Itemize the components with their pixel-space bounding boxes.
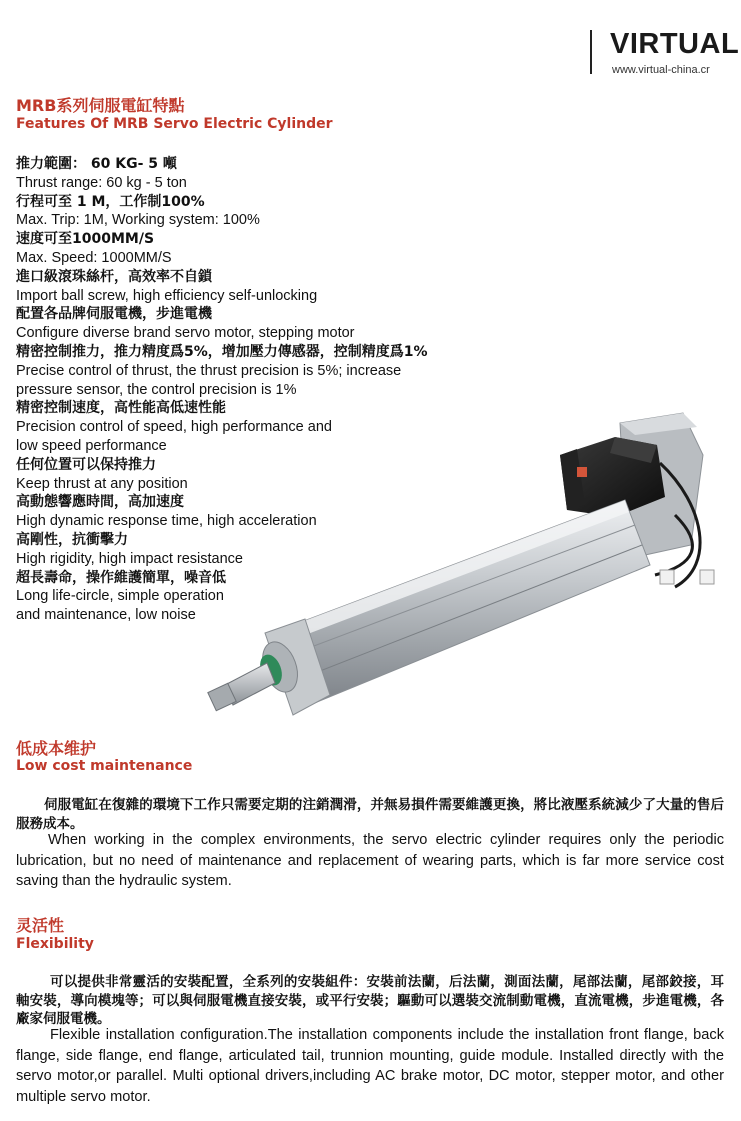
low-cost-paragraph-en: When working in the complex environments, the servo electric cylinder requires only the periodic lubrication, but no need of maintenance and replacement of wearing parts, which is far more service cost saving than the hydraulic system. [16,832,724,890]
feature-line-en: Precise control of thrust, the thrust precision is 5%; increase [16,362,402,379]
flexibility-paragraph-en: Flexible installation configuration.The installation components include the installation front flange, back flange, side flange, end flange, articulated tail, trunnion mounting, guide module. Installed directly with the servo motor,or parallel. Multi optional drivers,including AC brake motor, DC motor, stepper motor, and other multiple servo motor. [16,1027,724,1105]
low-cost-title-en: Low cost maintenance [16,758,193,774]
flexibility-paragraph-cn: 可以提供非常靈活的安裝配置，全系列的安裝組件：安裝前法蘭，后法蘭，測面法蘭，尾部法蘭，尾部鉸接，耳軸安裝，導向模塊等；可以與伺服電機直接安裝，或平行安裝；驅動可以選裝交流制動電機，直流電機，步進電機，各廠家伺服電機。 [16,974,724,1027]
brand-divider [590,30,592,74]
feature-line-en: Import ball screw, high efficiency self-unlocking [16,287,318,304]
feature-line-cn: 精密控制推力，推力精度爲5%，增加壓力傳感器，控制精度爲1% [16,343,428,360]
brand-url: www.virtual-china.cr [612,64,710,76]
feature-line-en: low speed performance [16,437,167,454]
cylinder-tube [280,500,650,707]
brand-logo-block [590,26,740,78]
feature-line-cn: 配置各品牌伺服電機，步進電機 [16,306,212,323]
low-cost-title-cn: 低成本维护 [16,739,97,758]
flexibility-title-cn: 灵活性 [16,916,65,935]
feature-line-cn: 推力範圍： 60 KG- 5 噸 [16,156,177,172]
feature-line-en: Keep thrust at any position [16,475,188,492]
feature-line-en: Max. Speed: 1000MM/S [16,249,172,266]
features-title-cn: MRB系列伺服電缸特點 [16,96,185,115]
cable-connector-1 [700,570,714,584]
feature-line-cn: 行程可至 1 M，工作制100% [16,193,205,210]
feature-line-en: Long life-circle, simple operation [16,588,224,605]
brand-logo: VIRTUAL [610,28,740,60]
feature-line-cn: 高動態響應時間，高加速度 [16,494,184,511]
feature-line-cn: 任何位置可以保持推力 [16,456,156,473]
low-cost-paragraph-cn: 伺服電缸在復雜的環境下工作只需要定期的注銷潤滑，并無易損件需要維護更換，將比液壓系統減少了大量的售后服務成本。 [16,797,724,832]
feature-line-cn: 高剛性，抗衝擊力 [16,531,128,548]
feature-line-cn: 超長壽命，操作維護簡單，噪音低 [16,569,226,586]
flexibility-title-en: Flexibility [16,936,94,952]
cable-connector-2 [660,570,674,584]
feature-line-en: Configure diverse brand servo motor, stepping motor [16,325,355,342]
features-title-en: Features Of MRB Servo Electric Cylinder [16,116,333,132]
feature-line-en: High rigidity, high impact resistance [16,550,243,567]
servo-cylinder-product-image [205,405,725,735]
feature-line-en: Max. Trip: 1M, Working system: 100% [16,212,260,229]
feature-line-en: Thrust range: 60 kg - 5 ton [16,174,187,191]
feature-line-cn: 精密控制速度，高性能高低速性能 [16,400,226,417]
feature-line-en: High dynamic response time, high acceleration [16,513,317,530]
feature-line-cn: 進口級滾珠絲杆，高效率不自鎖 [16,268,212,285]
feature-line-en: Precision control of speed, high performance and [16,419,332,436]
feature-line-en: pressure sensor, the control precision is 1% [16,381,297,398]
feature-line-en: and maintenance, low noise [16,607,196,624]
piston-rod [208,663,275,711]
feature-line-cn: 速度可至1000MM/S [16,231,155,248]
